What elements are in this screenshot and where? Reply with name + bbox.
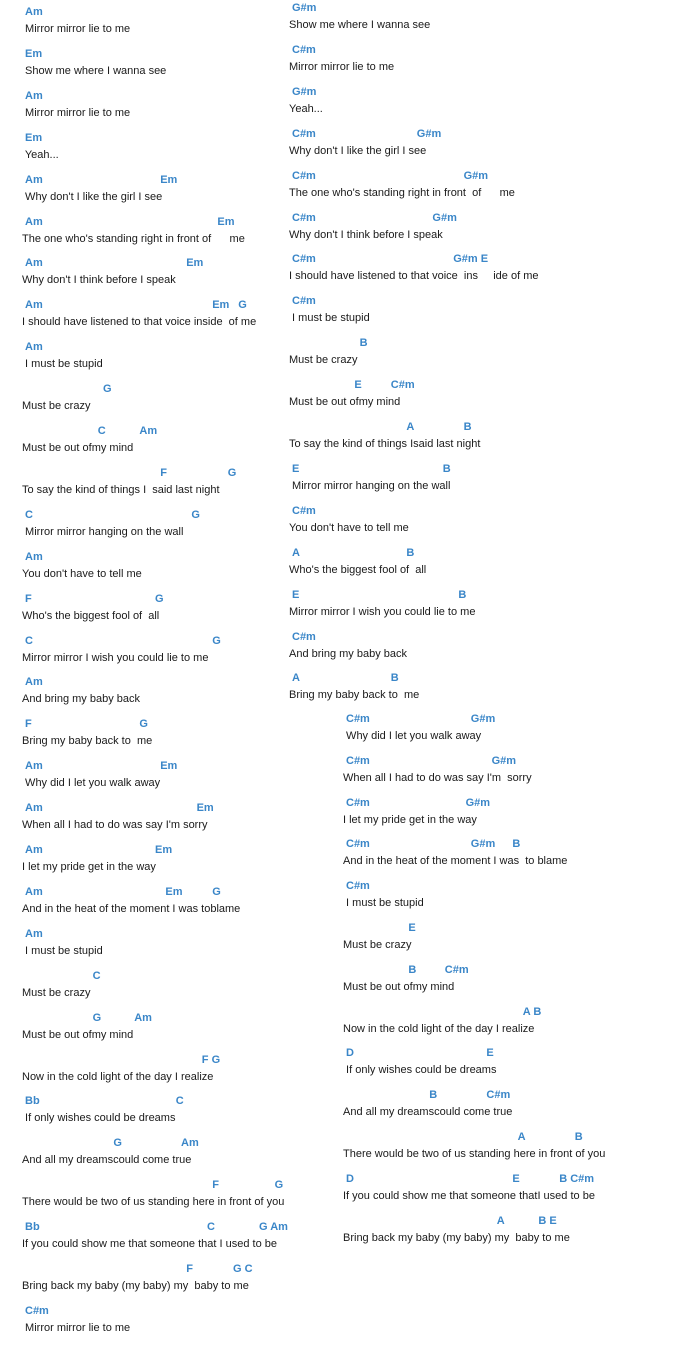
- chord-label: Em: [155, 844, 173, 856]
- song-line-block: [22, 802, 362, 842]
- song-line-block: [343, 755, 678, 795]
- chord-label: B: [408, 963, 417, 976]
- chord-label: D: [346, 1172, 354, 1185]
- chord-label: G: [155, 592, 164, 605]
- lyric-line: Bring back my baby (my baby) my baby to me: [343, 1231, 570, 1244]
- chord-label: G#m: [292, 85, 317, 98]
- song-line-block: [289, 170, 629, 210]
- chord-label: G: [103, 383, 112, 396]
- chord-label: F: [25, 592, 32, 605]
- song-line-block: [343, 713, 678, 753]
- lyric-line: Who's the biggest fool of all: [22, 609, 160, 622]
- chord-label: Am: [134, 1011, 152, 1024]
- chord-label: E: [486, 1047, 494, 1060]
- lyric-line: I must be stupid: [22, 944, 103, 957]
- chord-label: G: [191, 508, 200, 521]
- chord-label: Am: [25, 89, 43, 102]
- lyric-line: I must be stupid: [22, 358, 103, 371]
- lyric-line: Must be out ofmy mind: [343, 980, 455, 993]
- chord-label: C: [25, 634, 33, 647]
- chord-label: G: [92, 1011, 102, 1024]
- chord-label: C#m: [486, 1089, 511, 1102]
- chord-label: C: [175, 1095, 184, 1108]
- lyric-line: I let my pride get in the way: [22, 861, 156, 873]
- song-line-block: [22, 1179, 362, 1219]
- lyric-line: Why don't I think before I speak: [22, 274, 176, 287]
- chord-label: G C: [233, 1263, 253, 1275]
- song-line-block: [289, 672, 629, 712]
- song-line-block: [343, 1089, 678, 1129]
- song-line-block: [289, 128, 629, 168]
- chord-label: C: [92, 969, 101, 982]
- chord-label: G#m: [491, 754, 517, 767]
- chord-label: Am: [25, 550, 43, 563]
- lyric-line: And bring my baby back: [289, 647, 408, 660]
- lyric-line: Now in the cold light of the day I realize: [22, 1070, 214, 1083]
- lyric-line: And all my dreamscould come true: [343, 1106, 513, 1119]
- chord-label: Am: [25, 299, 43, 312]
- chord-label: Am: [25, 927, 43, 940]
- chord-label: G: [212, 885, 221, 898]
- lyric-line: Must be crazy: [22, 400, 91, 413]
- chord-label: B: [390, 672, 399, 685]
- chord-label: F: [25, 718, 32, 731]
- chord-label: G: [227, 466, 237, 479]
- lyric-line: Why did I let you walk away: [22, 777, 161, 790]
- song-line-block: [22, 928, 362, 968]
- lyric-line: Must be crazy: [343, 939, 412, 951]
- chord-label: Am: [25, 173, 43, 186]
- lyric-line: Why did I let you walk away: [343, 730, 482, 742]
- chord-label: C: [207, 1221, 215, 1234]
- chord-label: D: [346, 1047, 354, 1060]
- lyric-line: Mirror mirror hanging on the wall: [22, 525, 184, 538]
- lyric-line: Bring my baby back to me: [22, 735, 153, 748]
- song-line-block: [343, 1006, 678, 1046]
- song-line-block: [343, 1173, 678, 1213]
- chord-label: B: [512, 838, 521, 851]
- chord-label: B: [429, 1089, 438, 1102]
- song-line-block: [22, 1263, 362, 1303]
- song-line-block: [22, 886, 362, 926]
- lyric-line: Bring back my baby (my baby) my baby to me: [22, 1280, 249, 1292]
- chord-label: B: [463, 421, 472, 433]
- song-line-block: [22, 970, 362, 1010]
- lyric-line: When all I had to do was say I'm sorry: [22, 819, 208, 832]
- chord-label: B: [458, 588, 467, 601]
- lyric-line: And in the heat of the moment I was toblame: [22, 902, 241, 915]
- lyric-line: Mirror mirror I wish you could lie to me: [22, 651, 209, 664]
- lyric-line: Must be out ofmy mind: [22, 442, 134, 454]
- lyric-line: Why don't I like the girl I see: [289, 144, 427, 157]
- chord-label: B E: [538, 1214, 557, 1227]
- chord-label: Am: [181, 1137, 199, 1150]
- chord-label: Em: [165, 885, 183, 898]
- lyric-line: Show me where I wanna see: [289, 19, 431, 31]
- lyric-line: Bring my baby back to me: [289, 689, 420, 702]
- chord-label: A: [496, 1214, 505, 1227]
- chord-label: B C#m: [559, 1172, 595, 1185]
- song-line-block: [22, 1137, 362, 1177]
- chord-label: G#m: [463, 169, 489, 182]
- lyric-line: Yeah...: [289, 102, 323, 115]
- chord-label: G: [139, 718, 148, 731]
- song-line-block: [289, 505, 629, 545]
- chord-label: E: [354, 379, 362, 392]
- lyric-line: If only wishes could be dreams: [22, 1112, 176, 1125]
- chord-label: F G: [201, 1053, 221, 1066]
- chord-label: Bb: [25, 1221, 40, 1234]
- chord-label: F: [186, 1263, 193, 1275]
- chord-label: G#m: [465, 796, 491, 809]
- song-line-block: [289, 212, 629, 252]
- chord-label: C#m: [346, 713, 370, 725]
- lyric-line: When all I had to do was say I'm sorry: [343, 771, 532, 784]
- chord-label: F: [212, 1179, 219, 1192]
- chord-label: E: [292, 588, 300, 601]
- lyric-line: And bring my baby back: [22, 693, 141, 706]
- chord-label: C#m: [292, 504, 316, 517]
- song-line-block: [343, 922, 678, 962]
- song-line-block: [22, 844, 362, 884]
- song-line-block: [289, 631, 629, 671]
- chord-label: Em: [212, 299, 230, 312]
- lyric-line: I must be stupid: [343, 897, 424, 910]
- chord-label: C#m: [292, 253, 316, 266]
- chord-label: B: [359, 337, 368, 350]
- chord-label: G#m: [416, 127, 442, 140]
- lyric-line: Mirror mirror lie to me: [22, 1321, 131, 1334]
- chord-label: Em: [196, 802, 214, 815]
- chord-label: Am: [25, 802, 43, 815]
- song-line-block: [22, 1305, 362, 1345]
- chord-label: Am: [25, 885, 43, 898]
- song-line-block: [22, 1095, 362, 1135]
- lyric-line: Mirror mirror lie to me: [22, 106, 131, 119]
- chord-label: G: [212, 634, 221, 647]
- chord-label: Am: [25, 341, 43, 354]
- song-line-block: [22, 718, 362, 758]
- lyric-line: You don't have to tell me: [289, 521, 409, 534]
- lyric-line: Must be crazy: [289, 354, 358, 367]
- chord-label: C#m: [292, 169, 316, 182]
- chord-label: G: [113, 1137, 122, 1150]
- song-line-block: [22, 1221, 362, 1261]
- chord-label: Em: [217, 215, 235, 228]
- chord-label: Em: [160, 173, 178, 186]
- chord-label: C#m: [346, 880, 370, 893]
- chord-label: C: [25, 508, 33, 521]
- chord-label: C#m: [346, 754, 370, 767]
- chord-label: C#m: [292, 630, 316, 643]
- chord-label: G Am: [259, 1221, 288, 1234]
- song-line-block: [343, 797, 678, 837]
- chord-label: A: [292, 672, 300, 685]
- chord-label: G#m: [470, 713, 496, 725]
- lyric-line: Mirror mirror I wish you could lie to me: [289, 605, 476, 618]
- lyric-line: Now in the cold light of the day I realize: [343, 1022, 535, 1035]
- lyric-line: Mirror mirror hanging on the wall: [289, 479, 451, 492]
- chord-label: C#m: [292, 295, 316, 308]
- chord-label: Am: [25, 257, 43, 270]
- song-line-block: [289, 463, 629, 503]
- lyric-line: I should have listened to that voice inside of me: [22, 316, 257, 329]
- lyric-line: To say the kind of things Isaid last night: [289, 438, 481, 450]
- song-line-block: [289, 86, 629, 126]
- chord-label: Am: [139, 425, 158, 437]
- chord-label: E: [292, 462, 300, 475]
- song-line-block: [289, 295, 629, 335]
- chord-label: C#m: [25, 1304, 49, 1317]
- lyric-line: Must be out ofmy mind: [289, 396, 401, 409]
- lyric-line: The one who's standing right in front of me: [22, 232, 245, 245]
- chord-label: A: [406, 421, 415, 433]
- song-line-block: [343, 964, 678, 1004]
- chord-label: C: [97, 425, 106, 437]
- chord-label: Am: [25, 6, 43, 18]
- chord-label: C#m: [292, 127, 316, 140]
- lyric-line: Why don't I like the girl I see: [22, 190, 163, 203]
- lyric-line: You don't have to tell me: [22, 567, 142, 580]
- song-line-block: [289, 2, 629, 42]
- lyric-line: Mirror mirror lie to me: [289, 60, 395, 73]
- song-line-block: [289, 547, 629, 587]
- chord-label: A B: [522, 1005, 542, 1018]
- song-line-block: [343, 1047, 678, 1087]
- chord-label: B: [574, 1131, 583, 1143]
- chord-label: A: [292, 546, 300, 559]
- lyric-line: I should have listened to that voice ins ide of me: [289, 270, 539, 283]
- chord-label: Bb: [25, 1095, 40, 1108]
- lyric-line: Must be out ofmy mind: [22, 1028, 134, 1041]
- song-line-block: [289, 253, 629, 293]
- song-line-block: [289, 379, 629, 419]
- chord-label: Em: [25, 47, 43, 60]
- lyric-line: There would be two of us standing here in front of you: [22, 1196, 285, 1209]
- lyric-line: If you could show me that someone thatI used to be: [343, 1189, 595, 1202]
- lyric-line: There would be two of us standing here in front of you: [343, 1148, 606, 1160]
- song-line-block: [343, 880, 678, 920]
- lyric-line: Show me where I wanna see: [22, 64, 167, 77]
- chord-label: C#m: [292, 211, 316, 224]
- chord-label: G#m: [470, 838, 496, 851]
- song-line-block: [343, 1131, 678, 1171]
- chord-label: Am: [25, 215, 43, 228]
- song-line-block: [22, 760, 362, 800]
- song-line-block: [289, 337, 629, 377]
- chord-label: G#m: [432, 211, 457, 224]
- lyric-line: Mirror mirror lie to me: [22, 23, 131, 35]
- chord-label: Am: [25, 676, 43, 689]
- chord-label: Em: [186, 257, 204, 270]
- lyric-line: I let my pride get in the way: [343, 813, 477, 826]
- song-line-block: [343, 1215, 678, 1255]
- chord-label: Em: [25, 131, 43, 144]
- lyric-line: If only wishes could be dreams: [343, 1064, 497, 1077]
- chord-label: C#m: [292, 43, 316, 56]
- lyric-line: If you could show me that someone that I used to be: [22, 1238, 277, 1251]
- chord-label: C#m: [444, 963, 469, 976]
- lyric-line: To say the kind of things I said last night: [22, 483, 220, 496]
- chord-label: E: [512, 1172, 520, 1185]
- chord-label: G#m: [292, 2, 317, 14]
- lyric-line: And all my dreamscould come true: [22, 1154, 192, 1167]
- chord-label: B: [442, 462, 451, 475]
- chord-label: C#m: [346, 838, 370, 851]
- chord-label: G: [274, 1179, 284, 1192]
- chord-label: A: [517, 1131, 526, 1143]
- chord-label: B: [406, 546, 415, 559]
- chord-label: Em: [160, 760, 178, 773]
- lyric-line: The one who's standing right in front of me: [289, 186, 515, 199]
- chord-label: E: [408, 922, 416, 934]
- chord-label: G#m E: [453, 253, 489, 266]
- song-line-block: [289, 421, 629, 461]
- lyric-line: Must be crazy: [22, 986, 91, 999]
- chord-label: Am: [25, 760, 43, 773]
- chord-label: C#m: [346, 796, 370, 809]
- lyric-line: Why don't I think before I speak: [289, 228, 443, 241]
- lyric-line: And in the heat of the moment I was to blame: [343, 855, 568, 868]
- chord-label: Am: [25, 844, 43, 856]
- song-line-block: [343, 838, 678, 878]
- song-line-block: [289, 44, 629, 84]
- lyric-line: Who's the biggest fool of all: [289, 563, 427, 576]
- chord-label: F: [160, 466, 167, 479]
- chord-label: C#m: [390, 379, 415, 392]
- chord-label: G: [238, 299, 247, 312]
- lyric-line: Yeah...: [22, 148, 59, 161]
- song-line-block: [289, 589, 629, 629]
- lyric-line: I must be stupid: [289, 312, 370, 325]
- song-line-block: [22, 1012, 362, 1052]
- song-line-block: [22, 1054, 362, 1094]
